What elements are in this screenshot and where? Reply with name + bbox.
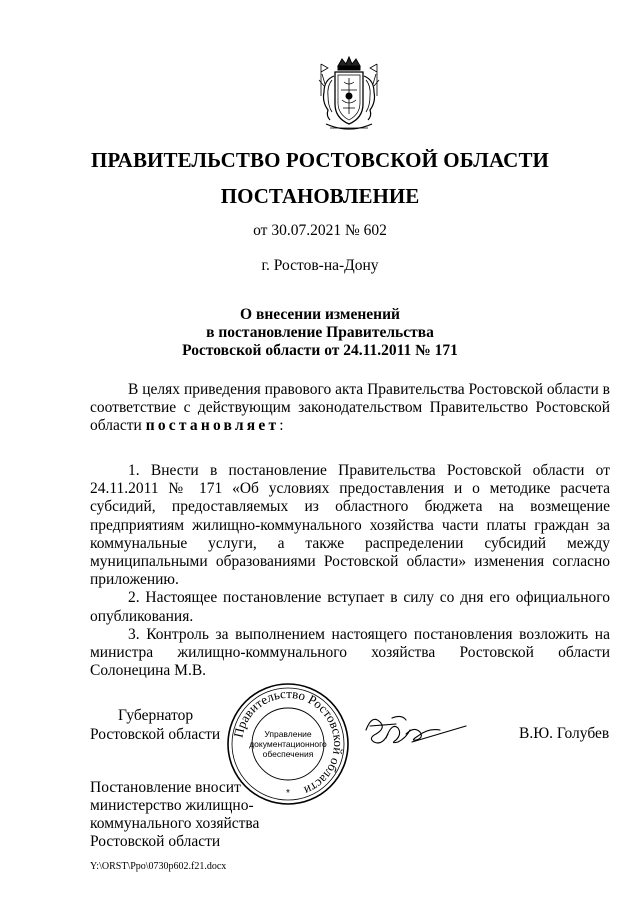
preamble-text: В целях приведения правового акта Правительства Ростовской области в соответствие с действующим законодательством Правительство Ростовской области [90,381,610,435]
date-number: от 30.07.2021 № 602 [253,222,387,239]
preamble [90,381,610,436]
introduced-by-line: Постановление вносит [90,779,241,796]
decree-item: 3. Контроль за выполнением настоящего постановления возложить на министра жилищно-коммунального хозяйства Ростовской области Солонецина М.В. [90,625,610,680]
stamp-inner-line: обеспечения [262,749,314,759]
stamp-inner-line: документационного [249,739,327,749]
signer-position [90,706,220,744]
introduced-by [90,779,259,851]
subject-line: О внесении изменений [240,306,400,323]
government-title: ПРАВИТЕЛЬСТВО РОСТОВСКОЙ ОБЛАСТИ [91,148,549,172]
introduced-by-line: коммунального хозяйства [90,815,260,832]
preamble-tail: : [279,417,284,435]
decree-item: 1. Внести в постановление Правительства Ростовской области от 24.11.2011 № 171 «Об условиях предоставления и о методике расчета субсидий, предоставляемых из областного бюджета на возмещение предприятиям жилищно-коммунального хозяйства части платы граждан за коммунальные услуги, а также распределении субсидий между муниципальными образованиями Ростовской области» изменения согласно приложению. [90,462,610,589]
preamble-emphasis: постановляет [145,417,280,435]
decree-items [90,462,610,680]
city: г. Ростов-на-Дону [261,257,379,274]
handwritten-signature [362,708,472,750]
subject-line: Ростовской области от 24.11.2011 № 171 [182,342,458,359]
subject-line: в постановление Правительства [206,324,434,341]
stamp-inner-line: Управление [264,729,312,739]
coat-of-arms-icon [316,56,382,134]
document-type: ПОСТАНОВЛЕНИЕ [220,184,420,208]
stamp-outer-text: Правительство Ростовской области [230,685,347,799]
signer-position-line: Губернатор [118,707,194,724]
introduced-by-line: министерство жилищно- [90,797,254,814]
decree-item: 2. Настоящее постановление вступает в силу со дня его официального опубликования. [90,589,610,625]
document-subject [0,306,640,360]
preamble-paragraph [90,381,610,436]
signer-name: В.Ю. Голубев [519,725,610,742]
file-path: Y:\ORST\Ppo\0730p602.f21.docx [90,861,227,872]
signer-position-line: Ростовской области [90,726,221,743]
introduced-by-line: Ростовской области [90,833,221,850]
stamp-star: * [286,788,290,799]
